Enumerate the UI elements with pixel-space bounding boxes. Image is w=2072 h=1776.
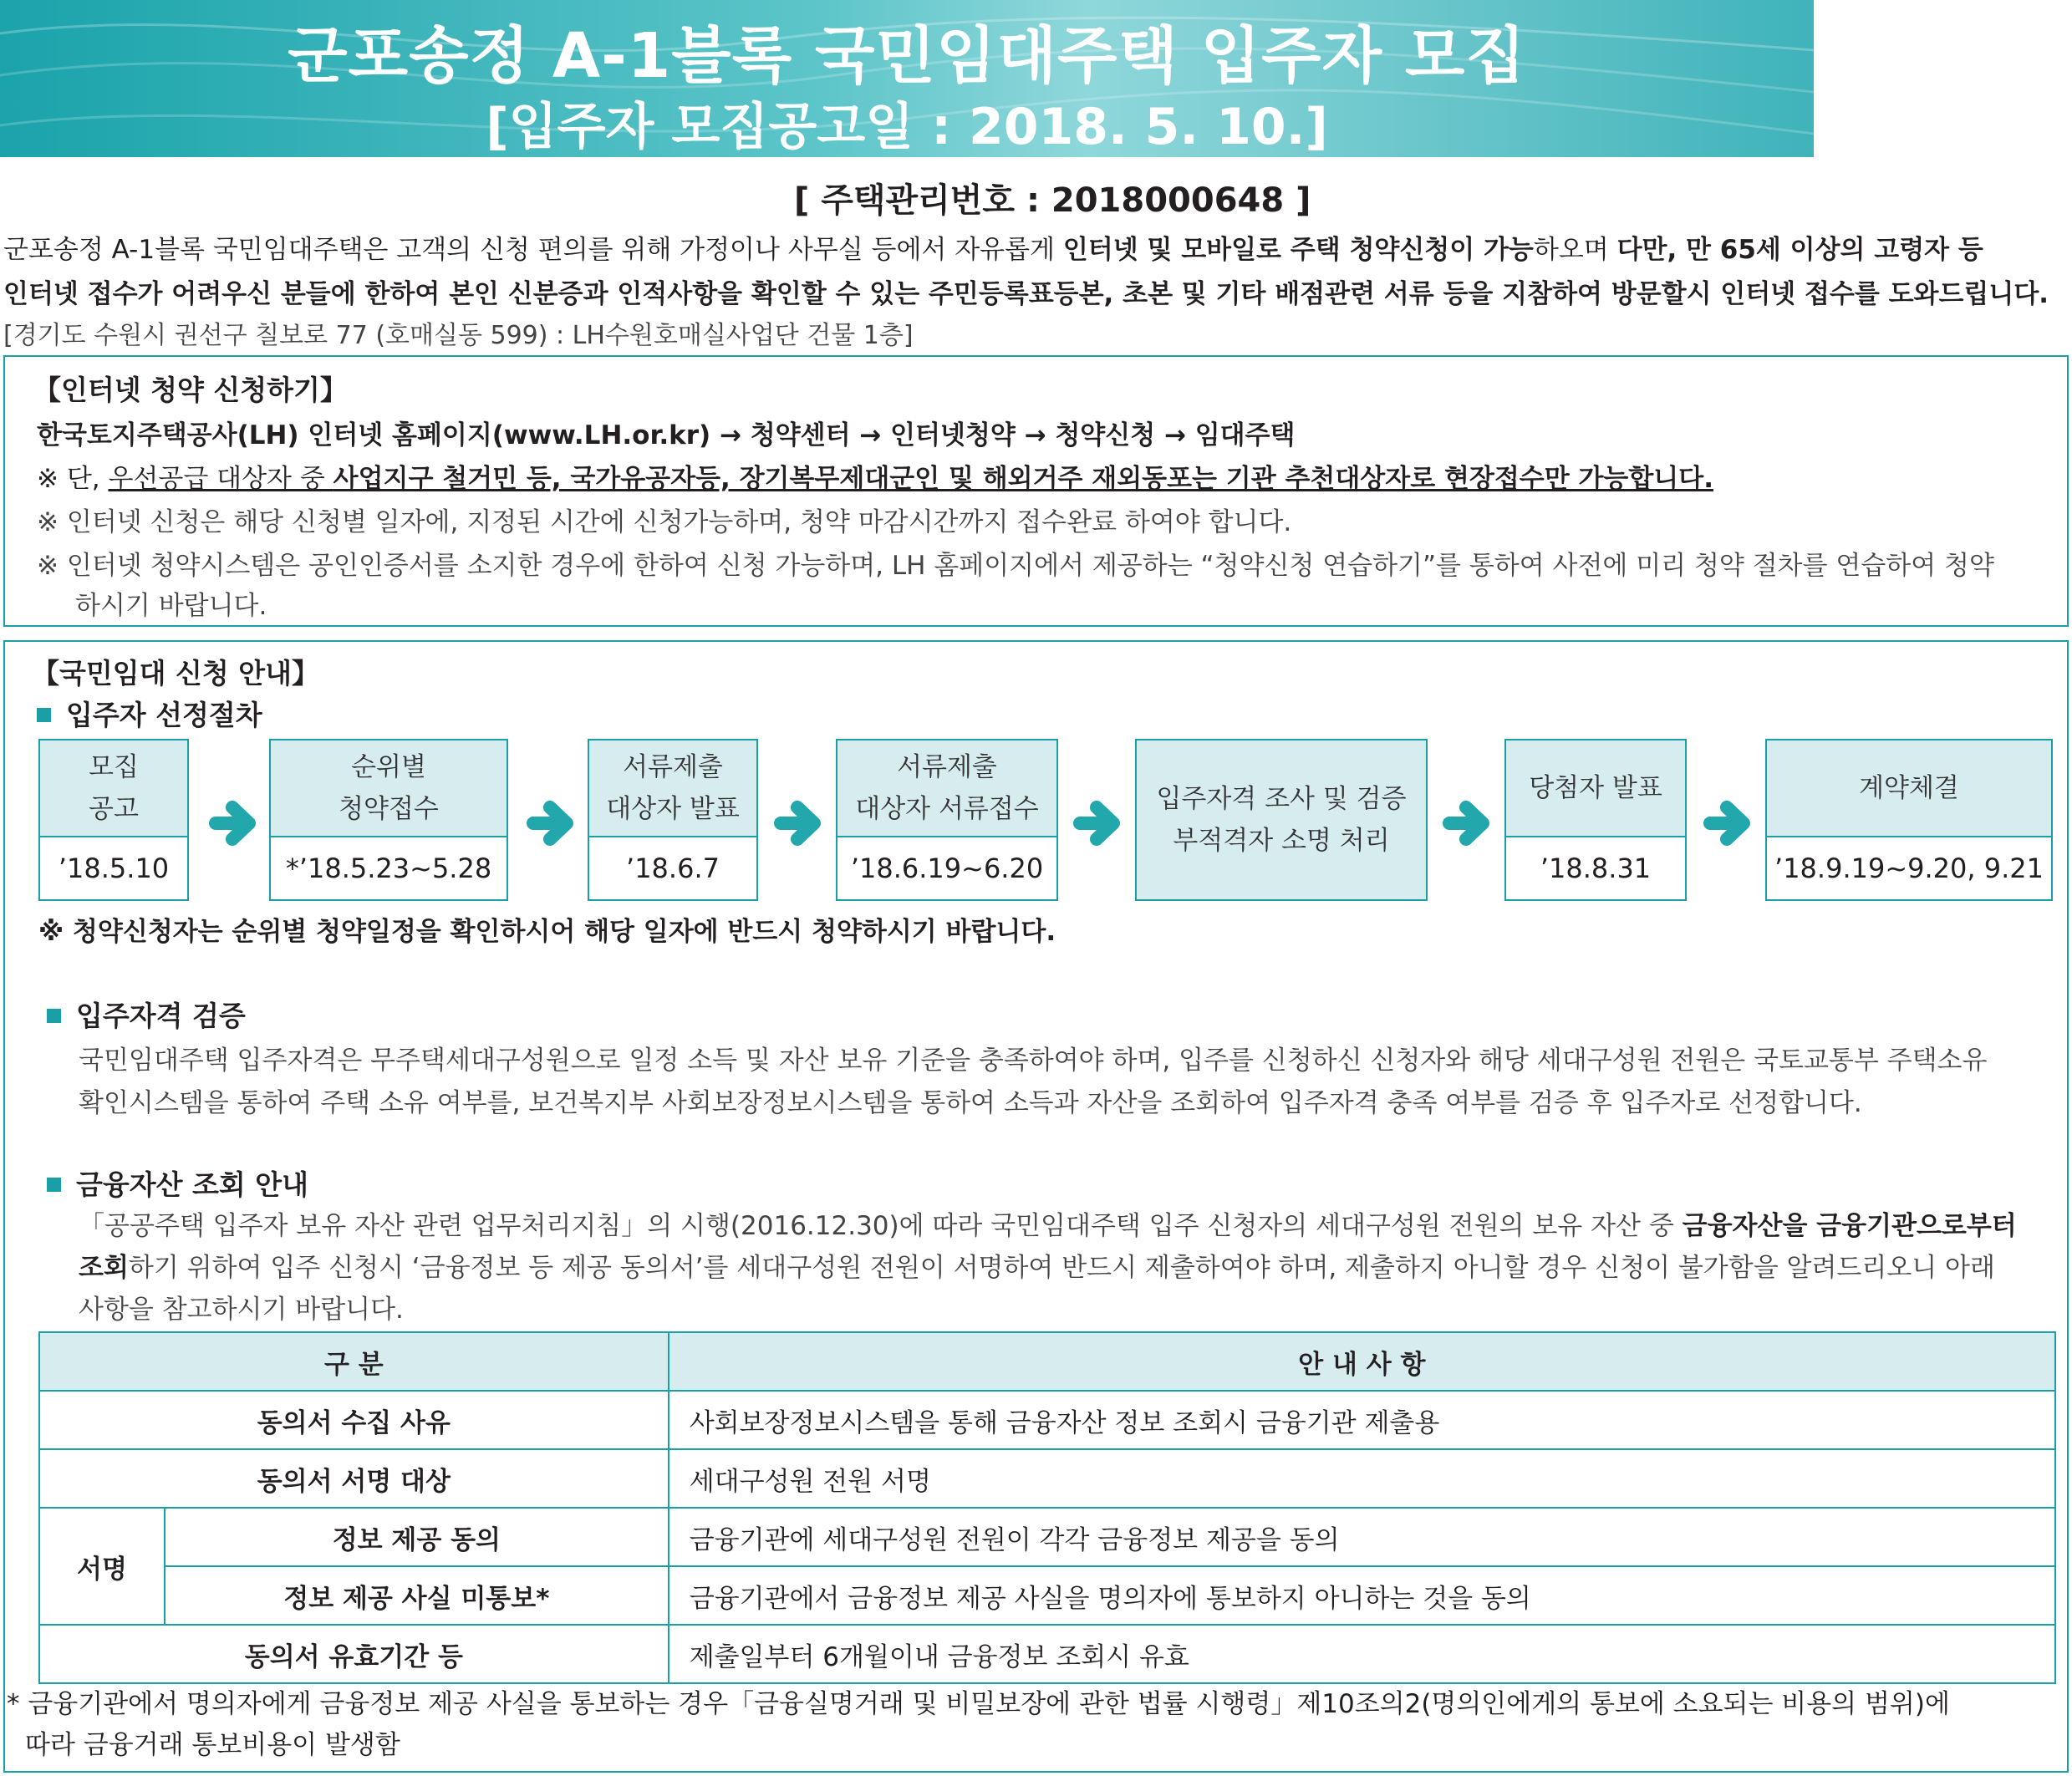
verify-title-text: 입주자격 검증 [76,1000,246,1032]
table-label: 정보 제공 사실 미통보* [165,1566,669,1625]
step-label: 부적격자 소명 처리 [1173,826,1390,856]
office-address: [경기도 수원시 권선구 칠보로 77 (호매실동 599) : LH수원호매실사업단 건물 1층] [3,321,914,350]
finance-line-1 [79,1204,2017,1242]
step-contract [1765,739,2053,901]
step-label: 공고 [89,794,139,824]
finance-bold: 조회 [79,1253,129,1283]
step-label: 당첨자 발표 [1529,773,1662,803]
step-label-box [1135,739,1428,901]
note-mark: ※ 단, [37,464,109,494]
note-bold-underline: 사업지구 철거민 등, 국가유공자등, 장기복무제대군인 및 해외거주 재외동포는 기관 추천대상자로 현장접수만 가능합니다. [333,464,1713,494]
selection-title [37,694,262,733]
internet-application-box [3,355,2069,627]
internet-note-1 [37,457,1713,495]
table-value: 금융기관에서 금융정보 제공 사실을 명의자에 통보하지 아니하는 것을 동의 [669,1566,2055,1625]
note-underline: 우선공급 대상자 중 [108,464,333,494]
table-row [39,1625,2055,1683]
intro-text: 하오며 [1533,235,1617,265]
footnote [7,1684,1950,1766]
guide-heading: 【국민임대 신청 안내】 [32,657,320,690]
table-value: 세대구성원 전원 서명 [669,1449,2055,1508]
table-label: 동의서 유효기간 등 [39,1625,669,1683]
table-value: 금융기관에 세대구성원 전원이 각각 금융정보 제공을 동의 [669,1508,2055,1566]
table-value: 사회보장정보시스템을 통해 금융자산 정보 조회시 금융기관 제출용 [669,1391,2055,1449]
footnote-line-1: * 금융기관에서 명의자에게 금융정보 제공 사실을 통보하는 경우「금융실명거래 및 비밀보장에 관한 법률 시행령」제10조의2(명의인에게의 통보에 소요되는 비용의 범위)에 [7,1689,1950,1719]
internet-note-2: ※ 인터넷 신청은 해당 신청별 일자에, 지정된 시간에 신청가능하며, 청약 마감시간까지 접수완료 하여야 합니다. [37,507,1292,537]
table-row [39,1508,2055,1566]
intro-bold-online: 인터넷 및 모바일로 주택 청약신청이 가능 [1062,235,1534,265]
square-bullet-icon [37,708,51,722]
housing-management-number: [ 주택관리번호 : 2018000648 ] [794,181,1311,220]
step-label: 입주자격 조사 및 검증 [1156,784,1407,814]
finance-text: 「공공주택 입주자 보유 자산 관련 업무처리지침」의 시행(2016.12.30)에 따라 국민임대주택 입주 신청자의 세대구성원 전원의 보유 자산 중 [79,1211,1683,1241]
step-label-box [1504,739,1687,837]
table-label: 동의서 수집 사유 [39,1391,669,1449]
finance-text: 하기 위하여 입주 신청시 ‘금융정보 등 제공 동의서’를 세대구성원 전원이 서명하여 반드시 제출하여야 하며, 제출하지 아니할 경우 신청이 불가함을 알려드리오니 아래 [128,1253,1995,1283]
finance-bold: 금융자산을 금융기관으로부터 [1682,1211,2017,1241]
announcement-date: [입주자 모집공고일 : 2018. 5. 10.] [486,98,1328,156]
step-label: 서류제출 [897,752,997,782]
table-row [39,1449,2055,1508]
table-label: 서명 [39,1508,165,1625]
step-label-box [1765,739,2053,837]
verify-title [47,995,246,1034]
finance-line-3: 사항을 참고하시기 바랍니다. [79,1295,404,1325]
verify-line-1: 국민임대주택 입주자격은 무주택세대구성원으로 일정 소득 및 자산 보유 기준을 충족하여야 하며, 입주를 신청하신 신청자와 해당 세대구성원 전원은 국토교통부 주택소유 [79,1046,1988,1076]
step-label: 대상자 발표 [606,794,740,824]
step-date: ’18.5.10 [38,836,189,901]
step-label-box [38,739,189,837]
step-date: ’18.8.31 [1504,836,1687,901]
internet-note-3-cont: 하시기 바랍니다. [75,591,267,621]
step-label-box [269,739,508,837]
footnote-line-2: 따라 금융거래 통보비용이 발생함 [25,1730,400,1760]
finance-title [47,1163,308,1203]
square-bullet-icon [47,1009,61,1023]
step-date: ’18.6.19~6.20 [836,836,1058,901]
intro-bold-elderly: 다만, 만 65세 이상의 고령자 등 [1616,235,1983,265]
table-row [39,1391,2055,1449]
step-date: ’18.6.7 [588,836,758,901]
chevron-right-icon [209,796,261,851]
table-row [39,1566,2055,1625]
internet-heading: 【인터넷 청약 신청하기】 [33,374,348,406]
intro-paragraph [3,228,2068,317]
intro-text: 군포송정 A-1블록 국민임대주택은 고객의 신청 편의를 위해 가정이나 사무실 등에서 자유롭게 [3,235,1063,265]
step-label: 순위별 [351,752,426,782]
chevron-right-icon [527,796,578,851]
intro-line-2: 인터넷 접수가 어려우신 분들에 한하여 본인 신분증과 인적사항을 확인할 수 있는 주민등록표등본, 초본 및 기타 배점관련 서류 등을 지참하여 방문할시 인터넷 접수를 도와드립니다. [3,279,2049,309]
square-bullet-icon [47,1178,61,1192]
step-label: 모집 [89,752,139,782]
step-rank-application [269,739,508,901]
chevron-right-icon [1703,796,1755,851]
consent-info-table [38,1331,2056,1684]
table-label: 동의서 서명 대상 [39,1449,669,1508]
selection-title-text: 입주자 선정절차 [66,699,262,731]
step-label-box [836,739,1058,837]
chevron-right-icon [1443,796,1494,851]
step-winner-announce [1504,739,1687,901]
step-recruitment-notice [38,739,189,901]
table-header-row [39,1332,2055,1391]
chevron-right-icon [774,796,826,851]
internet-path: 한국토지주택공사(LH) 인터넷 홈페이지(www.LH.or.kr) → 청약센터 → 인터넷청약 → 청약신청 → 임대주택 [37,420,1296,450]
step-label: 서류제출 [623,752,723,782]
table-value: 제출일부터 6개월이내 금융정보 조회시 유효 [669,1625,2055,1683]
table-label: 정보 제공 동의 [165,1508,669,1566]
table-header: 안 내 사 항 [669,1332,2055,1391]
step-label: 대상자 서류접수 [855,794,1039,824]
table-header: 구 분 [39,1332,669,1391]
selection-note: ※ 청약신청자는 순위별 청약일정을 확인하시어 해당 일자에 반드시 청약하시기 바랍니다. [38,917,1056,947]
chevron-right-icon [1073,796,1125,851]
finance-title-text: 금융자산 조회 안내 [76,1168,309,1201]
verify-line-2: 확인시스템을 통하여 주택 소유 여부를, 보건복지부 사회보장정보시스템을 통하여 소득과 자산을 조회하여 입주자격 충족 여부를 검증 후 입주자로 선정합니다. [79,1088,1862,1118]
finance-line-2 [79,1246,1995,1284]
step-label: 계약체결 [1859,773,1959,803]
page-title: 군포송정 A-1블록 국민임대주택 입주자 모집 [288,20,1526,92]
step-label-box [588,739,758,837]
step-document-announce [588,739,758,901]
title-banner [0,0,1814,157]
step-document-submission [836,739,1058,901]
internet-note-3: ※ 인터넷 청약시스템은 공인인증서를 소지한 경우에 한하여 신청 가능하며, LH 홈페이지에서 제공하는 “청약신청 연습하기”를 통하여 사전에 미리 청약 절차를 연습하여 청약 [37,551,1994,581]
step-date: *’18.5.23~5.28 [269,836,508,901]
intro-line-1 [3,228,2068,272]
step-eligibility-check [1135,739,1428,901]
step-label: 청약접수 [339,794,439,824]
step-date: ’18.9.19~9.20, 9.21 [1765,836,2053,901]
